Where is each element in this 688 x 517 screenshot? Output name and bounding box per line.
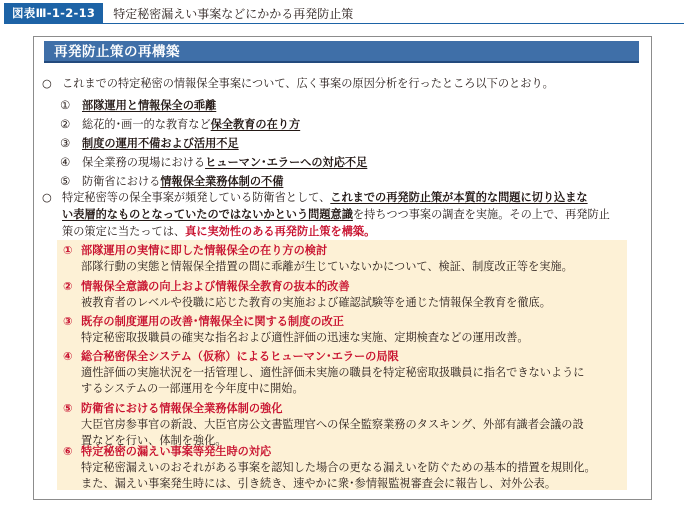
cause-item: ⑤ 防衛省における 情報保全業務体制の不備 [60, 174, 284, 188]
panel-title-bar [44, 41, 639, 63]
policy-bullet: ○ [42, 191, 52, 204]
measure-item: ② 情報保全意識の向上および情報保全教育の抜本的改善 被教育者のレベルや役職に応じた教育の実施および確認試験等を通じた情報保全教育を徹底。 [63, 280, 551, 309]
measure-item: ⑤ 防衛省における情報保全業務体制の強化 大臣官房参事官の新設、大臣官房公文書監理官への保全監察業務のタスキング、外部有識者会議の設 置などを行い、体制を強化。 [63, 402, 584, 447]
measure-item: ⑥ 特定秘密の漏えい事案等発生時の対応 特定秘密漏えいのおそれがある事案を認知した場合の更なる漏えいを防ぐための基本的措置を規則化。 また、漏えい事案発生時には、引き続き、速やかに衆･参情報監視審査会に報告し、対外公表。 [63, 445, 596, 490]
content-panel [33, 36, 652, 500]
measure-item: ① 部隊運用の実情に即した情報保全の在り方の検討 部隊行動の実態と情報保全措置の間に乖離が生じていないかについて、検証、制度改正等を実施。 [63, 244, 573, 273]
figure-title: 特定秘密漏えい事案などにかかる再発防止策 [113, 6, 354, 21]
measure-item: ③ 既存の制度運用の改善･情報保全に関する制度の改正 特定秘密取扱職員の確実な指名および適性評価の迅速な実施、定期検査などの運用改善。 [63, 315, 529, 344]
figure-label: 図表Ⅲ-1-2-13 [4, 3, 103, 23]
measure-item: ④ 総合秘密保全システム（仮称）によるヒューマン･エラーの局限 適性評価の実施状況を一括管理し、適性評価未実施の職員を特定秘密取扱職員に指名できないように するシステムの一部運用を今年度中に開始。 [63, 350, 585, 395]
cause-item: ③ 制度の運用不備および活用不足 [60, 136, 239, 150]
policy-paragraph: ○ 特定秘密等の保全事案が頻発している防衛省として、これまでの再発防止策が本質的な問題に切り込まな い表層的なものとなっていたのではないかという問題意識を持ちつつ事案の調査を実施。その上で、再発防止 策の策定に当たっては、真に実効性のある再発防止策を構築。 [42, 191, 610, 238]
header-divider [4, 23, 684, 24]
intro-text: これまでの特定秘密の情報保全事案について、広く事案の原因分析を行ったところ以下のとおり。 [62, 77, 554, 90]
cause-list [60, 96, 620, 191]
measures-box [57, 240, 627, 490]
panel-title: 再発防止策の再構築 [54, 44, 180, 60]
cause-item: ① 部隊運用と情報保全の乖離 [60, 98, 217, 112]
cause-item: ④ 保全業務の現場における ヒューマン･エラーへの対応不足 [60, 155, 368, 169]
figure-header [4, 3, 684, 23]
intro-bullet: ○ [42, 77, 52, 90]
intro-paragraph [42, 75, 642, 92]
cause-item: ② 総花的･画一的な教育など 保全教育の在り方 [60, 117, 301, 131]
